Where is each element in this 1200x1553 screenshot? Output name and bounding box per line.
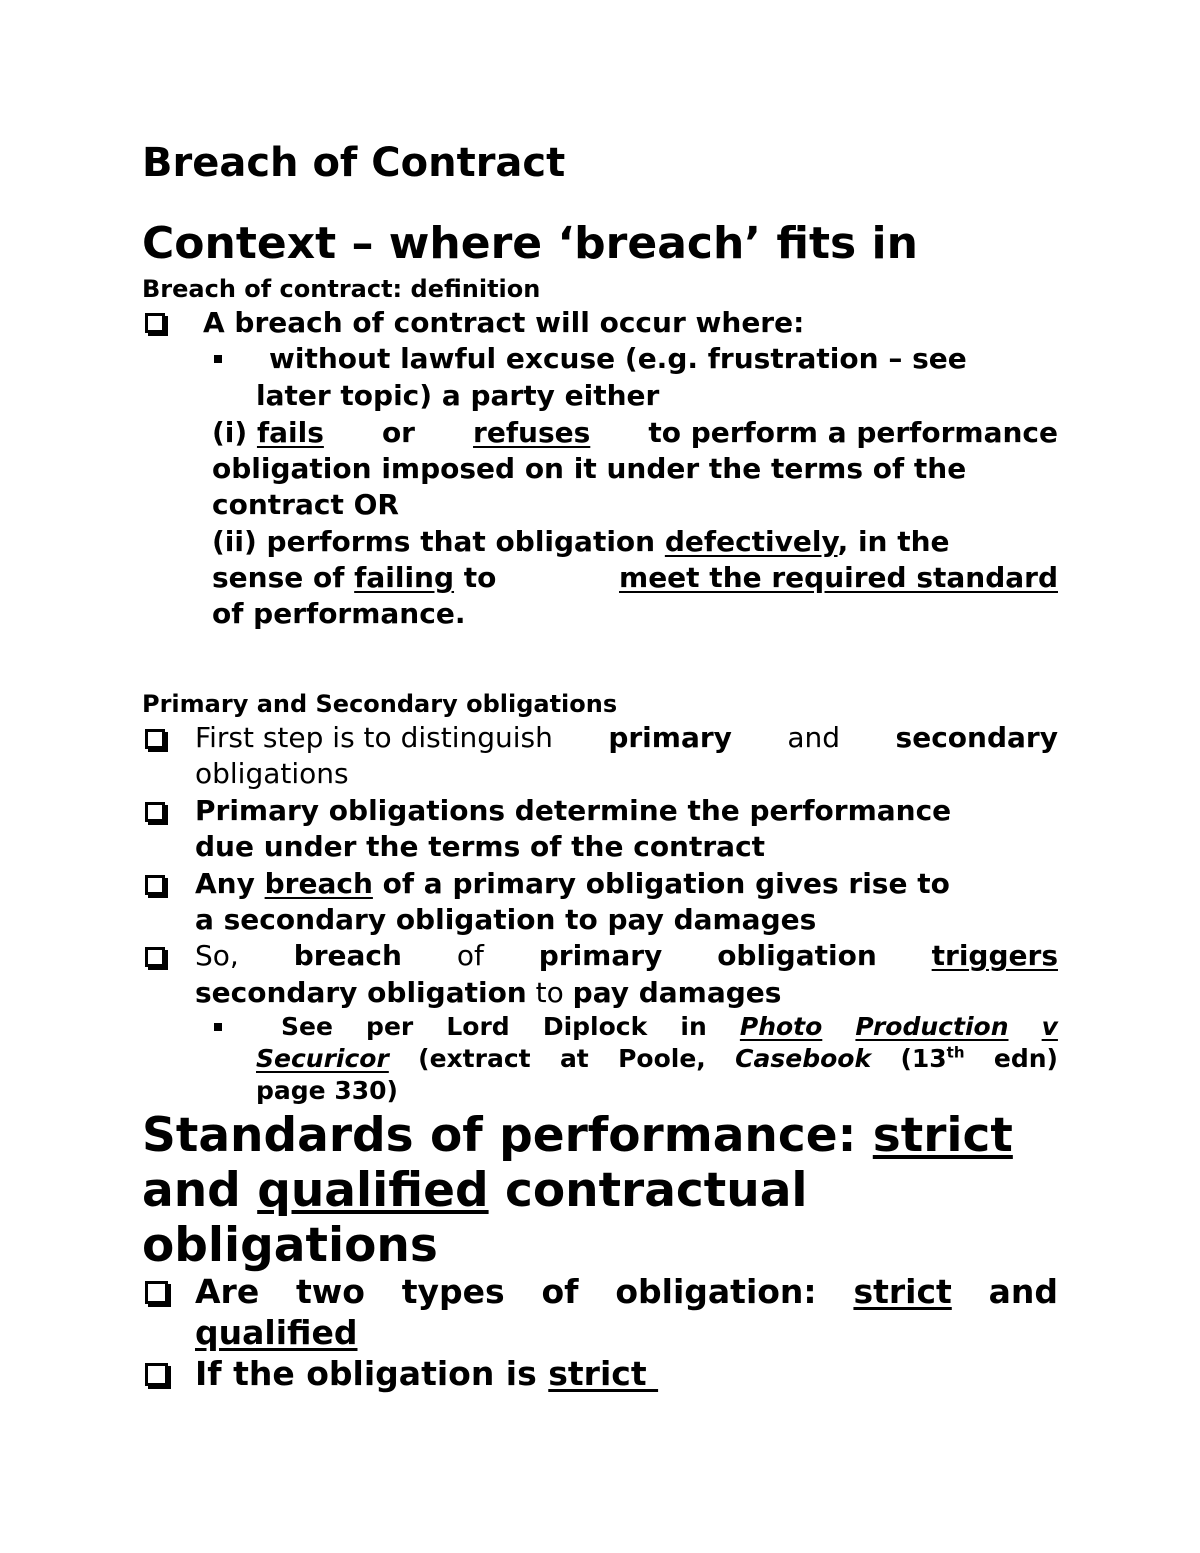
so-pay-damages: pay damages xyxy=(572,976,782,1009)
checkbox-bullet-icon xyxy=(145,729,165,749)
first-step-primary: primary xyxy=(608,721,732,754)
standards-heading-strict: strict xyxy=(872,1108,1013,1163)
two-types-strict: strict xyxy=(853,1272,952,1311)
diplock-line3: page 330) xyxy=(256,1076,398,1105)
any-breach-line1 xyxy=(195,867,950,900)
sub-bullet-line2: later topic) a party either xyxy=(256,379,660,412)
so-of: of xyxy=(456,939,484,972)
checkbox-bullet-icon xyxy=(145,875,165,895)
so-triggers: triggers xyxy=(931,939,1058,972)
sub-bullet-line1: without lawful excuse (e.g. frustration – see xyxy=(269,342,967,375)
standards-heading-rest: contractual xyxy=(488,1163,808,1218)
if-strict-strict: strict xyxy=(548,1354,659,1393)
checkbox-bullet-icon xyxy=(145,1363,168,1386)
square-bullet-icon xyxy=(214,355,222,363)
clause-ii-defectively: defectively xyxy=(664,525,838,558)
square-bullet-icon xyxy=(214,1023,222,1031)
first-step-line2: obligations xyxy=(195,757,349,790)
first-step-text: First step is to distinguish xyxy=(195,721,553,754)
definition-subheading: Breach of contract: definition xyxy=(142,275,541,303)
any-breach-line2: a secondary obligation to pay damages xyxy=(195,903,817,936)
clause-ii-prefix: (ii) performs that obligation xyxy=(212,525,665,558)
clause-ii-line3: of performance. xyxy=(212,597,466,630)
first-step-secondary: secondary xyxy=(895,721,1058,754)
clause-i-fails: fails xyxy=(256,416,324,449)
any-breach-rest: of a primary obligation gives rise to xyxy=(372,867,950,900)
checkbox-bullet-icon xyxy=(145,802,165,822)
clause-ii-to: to xyxy=(454,561,497,594)
standards-heading-text: Standards of performance: xyxy=(142,1108,873,1163)
standards-heading-and: and xyxy=(142,1163,258,1218)
so-primary: primary xyxy=(538,939,663,972)
two-types-qualified: qualified xyxy=(195,1313,358,1352)
clause-i-or: or xyxy=(381,416,415,449)
clause-ii-sense: sense of xyxy=(212,561,355,594)
primary-secondary-subheading: Primary and Secondary obligations xyxy=(142,690,618,718)
clause-ii-line2 xyxy=(212,561,1058,594)
diplock-line2: Securicor (extract at Poole, Casebook (13th edn) xyxy=(256,1043,1058,1073)
so-breach: breach xyxy=(293,939,402,972)
checkbox-bullet-icon xyxy=(145,313,165,333)
bullet-first-step xyxy=(195,721,1058,754)
if-strict-line xyxy=(195,1354,658,1393)
clause-i-line2: obligation imposed on it under the terms of the xyxy=(212,452,967,485)
standards-heading-line3: obligations xyxy=(142,1218,438,1273)
so-secondary-obligation: secondary obligation xyxy=(195,976,527,1009)
standards-heading-qualified: qualified xyxy=(257,1163,489,1218)
case-name-part2: Securicor xyxy=(256,1044,389,1073)
context-heading: Context – where ‘breach’ fits in xyxy=(142,218,918,269)
edition-superscript: th xyxy=(946,1043,965,1062)
standards-heading-line2 xyxy=(142,1163,808,1218)
clause-i-rest: to perform a performance xyxy=(648,416,1058,449)
diplock-line1: See per Lord Diplock in Photo Production v xyxy=(281,1012,1058,1041)
clause-ii-line1 xyxy=(212,525,950,558)
primary-obligations-line1: Primary obligations determine the performance xyxy=(195,794,952,827)
any-breach-breach: breach xyxy=(264,867,373,900)
checkbox-bullet-icon xyxy=(145,947,165,967)
clause-i-line3: contract OR xyxy=(212,488,399,521)
bullet-breach-occurs: A breach of contract will occur where: xyxy=(203,306,805,339)
clause-i-refuses: refuses xyxy=(473,416,591,449)
if-strict-text: If the obligation is xyxy=(195,1354,549,1393)
so-breach-line2 xyxy=(195,976,781,1009)
clause-ii-failing: failing xyxy=(354,561,455,594)
so-to: to xyxy=(526,976,573,1009)
clause-i-line1 xyxy=(212,416,1058,449)
casebook-title: Casebook xyxy=(735,1044,872,1073)
so-obligation: obligation xyxy=(717,939,877,972)
primary-obligations-line2: due under the terms of the contract xyxy=(195,830,766,863)
first-step-and: and xyxy=(787,721,841,754)
two-types-line2 xyxy=(195,1313,357,1352)
so-text: So, xyxy=(195,939,239,972)
any-breach-any: Any xyxy=(195,867,265,900)
document-title: Breach of Contract xyxy=(142,140,566,186)
clause-ii-meet: meet the required standard xyxy=(619,561,1058,594)
standards-heading-line1 xyxy=(142,1108,1013,1163)
case-name-part1: Photo xyxy=(739,1012,823,1041)
checkbox-bullet-icon xyxy=(145,1281,168,1304)
so-breach-line1 xyxy=(195,939,1058,972)
two-types-line1: Are two types of obligation: strict and xyxy=(195,1272,1058,1311)
clause-i-prefix: (i) xyxy=(212,416,257,449)
clause-ii-rest: , in the xyxy=(837,525,950,558)
